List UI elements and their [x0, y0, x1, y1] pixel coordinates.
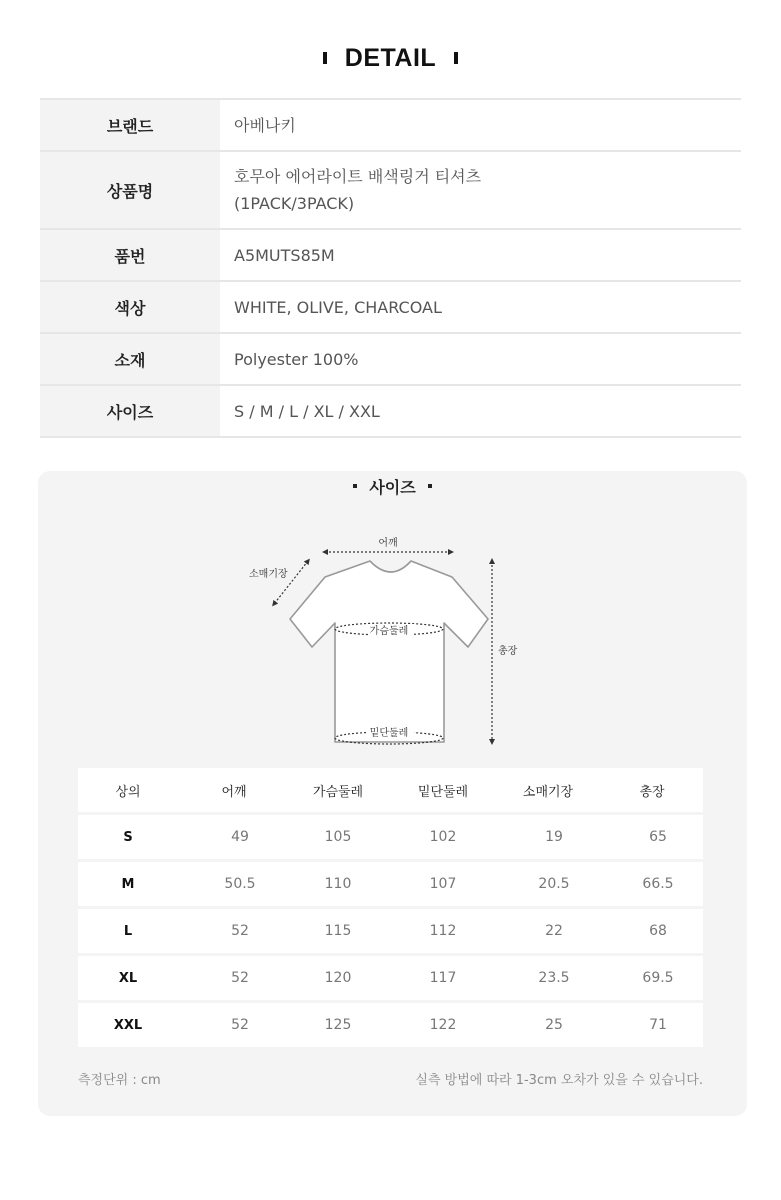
info-value: [220, 230, 741, 280]
title-bar-right: [454, 52, 458, 64]
info-key: 색상: [40, 282, 220, 332]
size-table-cell: 22: [545, 923, 563, 939]
table-row: [78, 1003, 703, 1047]
table-row: [78, 815, 703, 859]
info-value-line: Polyester 100%: [234, 349, 359, 369]
label-shoulder: 어깨: [378, 538, 398, 549]
table-row: [78, 909, 703, 953]
info-value: [220, 386, 741, 436]
info-value-line: S / M / L / XL / XXL: [234, 401, 380, 421]
info-value-line: (1PACK/3PACK): [234, 194, 355, 213]
size-table-cell: 23.5: [538, 970, 570, 986]
size-table-cell: 115: [324, 923, 352, 939]
size-table-cell: 71: [649, 1017, 667, 1033]
size-table-cell: XXL: [113, 1017, 143, 1033]
info-row: [40, 334, 741, 386]
size-table-cell: M: [121, 876, 135, 892]
size-table-cell: 125: [324, 1017, 352, 1033]
product-info-table: [40, 98, 741, 438]
size-table-cell: 52: [231, 1017, 249, 1033]
size-table-header-cell: 소매기장: [522, 784, 574, 800]
size-table-cell: 120: [324, 970, 352, 986]
label-chest: 가슴둘레: [369, 626, 409, 637]
size-table-cell: 68: [649, 923, 667, 939]
info-row: [40, 100, 741, 152]
info-row: [40, 282, 741, 334]
label-length: 총장: [498, 646, 518, 657]
table-row: [78, 956, 703, 1000]
info-value-line: 호무아 에어라이트 배색링거 티셔츠: [234, 167, 482, 186]
info-value-line: A5MUTS85M: [234, 245, 335, 265]
size-table-cell: 112: [429, 923, 457, 939]
info-value: [220, 334, 741, 384]
size-table-cell: S: [123, 829, 133, 845]
size-table-header-cell: 상의: [115, 784, 141, 800]
error-note: 실측 방법에 따라 1-3cm 오차가 있을 수 있습니다.: [415, 1073, 703, 1088]
info-value: [220, 152, 741, 228]
label-hem: 밑단둘레: [369, 728, 409, 739]
info-row: [40, 386, 741, 438]
info-value-line: 아베나키: [234, 115, 296, 135]
detail-title: DETAIL: [344, 43, 437, 72]
info-value: [220, 100, 741, 150]
info-row: [40, 230, 741, 282]
table-row: [78, 862, 703, 906]
tshirt-outline: [290, 561, 488, 742]
info-row: [40, 152, 741, 230]
tshirt-measurement-diagram: [38, 471, 747, 761]
size-table-cell: 122: [429, 1017, 457, 1033]
size-table-cell: 20.5: [538, 876, 570, 892]
info-key: 소재: [40, 334, 220, 384]
size-table-cell: 110: [324, 876, 352, 892]
size-table-cell: 102: [429, 829, 457, 845]
size-table-header-cell: 총장: [639, 784, 665, 800]
size-table-cell: L: [123, 923, 133, 939]
unit-note: 측정단위 : cm: [78, 1073, 161, 1088]
size-table-cell: 66.5: [642, 876, 674, 892]
size-table-cell: 52: [231, 970, 249, 986]
info-value-line: WHITE, OLIVE, CHARCOAL: [234, 297, 442, 317]
size-table-cell: 52: [231, 923, 249, 939]
size-section: [38, 471, 747, 1116]
size-table-header: [78, 768, 703, 812]
title-bar-left: [323, 52, 327, 64]
size-table-cell: XL: [118, 970, 138, 986]
size-table: [78, 768, 703, 1050]
info-key: 브랜드: [40, 100, 220, 150]
info-key: 품번: [40, 230, 220, 280]
size-table-cell: 107: [429, 876, 457, 892]
size-table-cell: 65: [649, 829, 667, 845]
size-table-header-cell: 밑단둘레: [417, 784, 469, 800]
size-table-header-cell: 어깨: [221, 784, 247, 800]
label-sleeve: 소매기장: [249, 569, 288, 580]
size-table-cell: 50.5: [224, 876, 256, 892]
info-value: [220, 282, 741, 332]
size-section-title: 사이즈: [369, 477, 416, 497]
size-table-cell: 25: [545, 1017, 563, 1033]
detail-header: [0, 40, 781, 76]
info-key: 상품명: [40, 152, 220, 228]
size-table-cell: 105: [324, 829, 352, 845]
size-table-cell: 117: [429, 970, 457, 986]
size-table-cell: 19: [545, 829, 563, 845]
size-table-cell: 49: [231, 829, 249, 845]
info-key: 사이즈: [40, 386, 220, 436]
size-table-cell: 69.5: [642, 970, 674, 986]
size-table-header-cell: 가슴둘레: [312, 784, 364, 800]
